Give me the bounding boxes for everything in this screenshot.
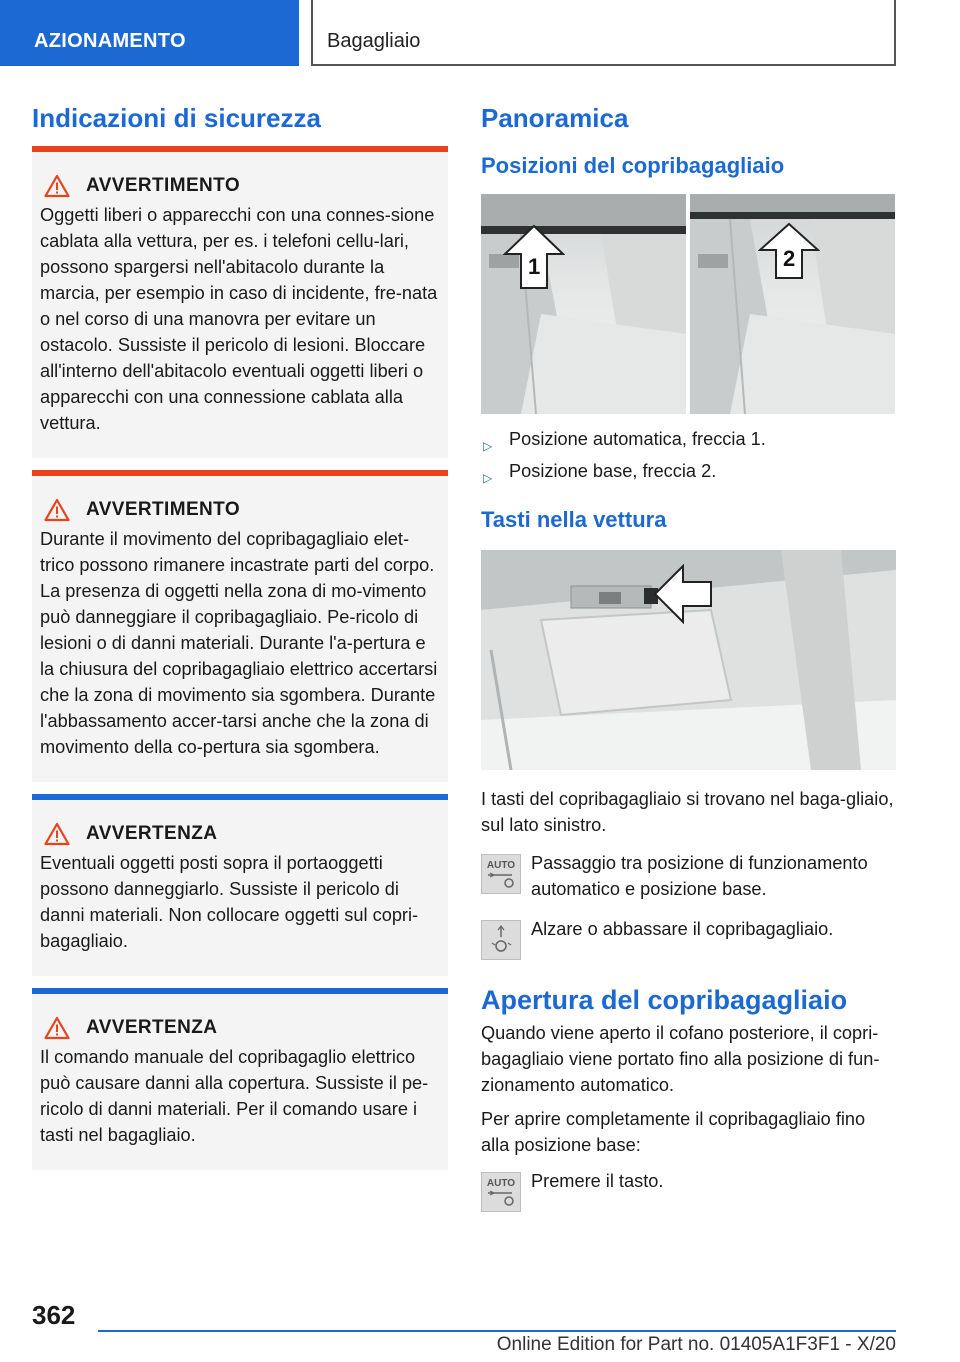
open-text-2: Per aprire completamente il copribagagliaio fino alla posizione base:	[481, 1109, 866, 1155]
auto-button-icon	[481, 1172, 521, 1212]
footer-rule	[98, 1330, 896, 1332]
notice-label: AVVERTENZA	[86, 823, 218, 844]
photo-label-2: 2	[783, 246, 796, 271]
safety-column	[32, 100, 448, 1170]
warning-triangle-icon	[44, 822, 70, 846]
page-number: 362	[32, 1300, 76, 1330]
notice-box-2	[32, 988, 448, 1170]
warning-triangle-icon	[44, 498, 70, 522]
photo-label-1: 1	[528, 254, 541, 279]
keys-text: I tasti del copribagagliaio si trovano nel baga-gliaio, sul lato sinistro.	[481, 789, 894, 835]
warning-text: Oggetti liberi o apparecchi con una connes-sione cablata alla vettura, per es. i telefoni cellu-lari, possono spargersi nell'abitacolo durante la marcia, per esempio in caso di incidente, fre-nata o nel corso di una manovra per evitare un ostacolo. Sussiste il pericolo di lesioni. Bloccare all'interno dell'abitacolo eventuali oggetti liberi o apparecchi con una connessione cablata alla vettura.	[40, 205, 438, 433]
key-item-raise-lower	[481, 916, 896, 960]
edition-text: Online Edition for Part no. 01405A1F3F1 - X/20	[496, 1334, 896, 1355]
positions-photos	[481, 194, 896, 414]
notice-label: AVVERTENZA	[86, 1017, 218, 1038]
press-item	[481, 1168, 896, 1212]
notice-text: Il comando manuale del copribagaglio elettrico può causare danni alla copertura. Sussiste il pe-ricolo di danni materiali. Per il comando usare i tasti nel bagagliaio.	[40, 1047, 429, 1145]
open-text-1: Quando viene aperto il cofano posteriore, il copri-bagagliaio viene portato fino alla posizione di fun-zionamento automatico.	[481, 1023, 880, 1095]
keys-photo	[481, 550, 896, 770]
chapter-header	[311, 0, 896, 66]
notice-text: Eventuali oggetti posti sopra il portaoggetti possono danneggiarlo. Sussiste il pericolo di danni materiali. Non collocare oggetti sul copri-bagagliaio.	[40, 853, 419, 951]
list-item: ▷ Posizione base, freccia 2.	[481, 458, 896, 490]
svg-text:AUTO: AUTO	[486, 860, 516, 871]
section-tab	[0, 0, 299, 66]
overview-column	[481, 100, 896, 1212]
notice-box-1	[32, 794, 448, 976]
open-heading: Apertura del copribagagliaio	[481, 985, 848, 1015]
key-item-auto	[481, 850, 896, 902]
triangle-bullet-icon: ▷	[483, 439, 493, 453]
warning-triangle-icon	[44, 1016, 70, 1040]
triangle-bullet-icon: ▷	[483, 471, 493, 485]
svg-text:AUTO: AUTO	[486, 1178, 516, 1189]
key-item-text: Alzare o abbassare il copribagagliaio.	[531, 919, 834, 939]
overview-title: Panoramica	[481, 103, 629, 133]
press-item-text: Premere il tasto.	[531, 1171, 664, 1191]
chapter-label: Bagagliaio	[327, 30, 421, 52]
warning-label: AVVERTIMENTO	[86, 175, 240, 196]
warning-text: Durante il movimento del copribagagliaio elet-trico possono rimanere incastrate parti del corpo. La presenza di oggetti nella zona di mo-vimento può danneggiare il copribagagliaio. Pe-ricolo di lesioni o di danni materiali. Durante l'a-pertura e la chiusura del copribagagliaio elettrico accertarsi che la zona di movimento sia sgombera. Durante l'abbassamento accer-tarsi anche che la zona di movimento della co-pertura sia sgombera.	[40, 529, 438, 757]
section-label: AZIONAMENTO	[34, 30, 186, 52]
positions-list	[481, 426, 896, 490]
positions-heading: Posizioni del copribagagliaio	[481, 153, 785, 178]
key-item-text: Passaggio tra posizione di funzionamento automatico e posizione base.	[531, 853, 868, 899]
position-photo-2	[690, 194, 895, 414]
warning-label: AVVERTIMENTO	[86, 499, 240, 520]
warning-triangle-icon	[44, 174, 70, 198]
raise-lower-button-icon	[481, 920, 521, 960]
list-item: ▷ Posizione automatica, freccia 1.	[481, 426, 896, 458]
warning-box-1	[32, 146, 448, 458]
arrow-left-icon	[653, 564, 713, 624]
safety-title: Indicazioni di sicurezza	[32, 103, 321, 133]
auto-button-icon	[481, 854, 521, 894]
keys-heading: Tasti nella vettura	[481, 507, 667, 532]
warning-box-2	[32, 470, 448, 782]
position-photo-1	[481, 194, 686, 414]
